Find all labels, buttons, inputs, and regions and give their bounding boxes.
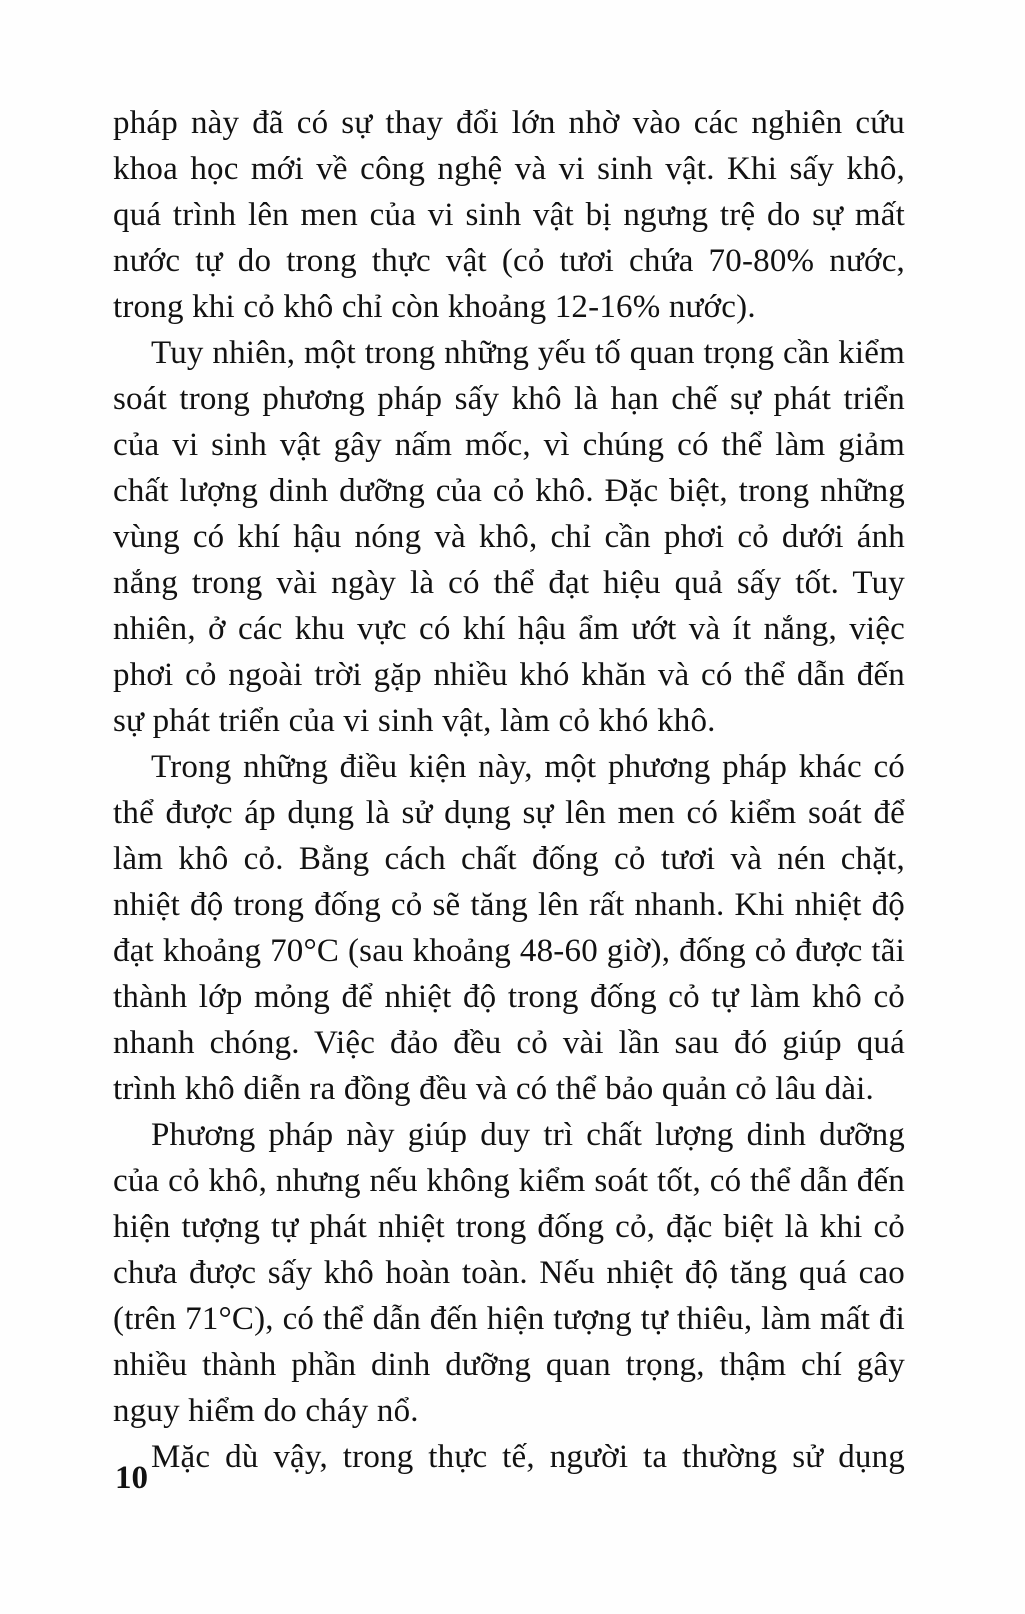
paragraph-continuation: pháp này đã có sự thay đổi lớn nhờ vào các nghiên cứu khoa học mới về công nghệ và vi sinh vật. Khi sấy khô, quá trình lên men của vi sinh vật bị ngưng trệ do sự mất nước tự do trong thực vật (cỏ tươi chứa 70-80% nước, trong khi cỏ khô chỉ còn khoảng 12-16% nước). — [113, 105, 905, 325]
paragraph: Trong những điều kiện này, một phương pháp khác có thể được áp dụng là sử dụng sự lên men có kiểm soát để làm khô cỏ. Bằng cách chất đống cỏ tươi và nén chặt, nhiệt độ trong đống cỏ sẽ tăng lên rất nhanh. Khi nhiệt độ đạt khoảng 70°C (sau khoảng 48-60 giờ), đống cỏ được tãi thành lớp mỏng để nhiệt độ trong đống cỏ tự làm khô cỏ nhanh chóng. Việc đảo đều cỏ vài lần sau đó giúp quá trình khô diễn ra đồng đều và có thể bảo quản cỏ lâu dài. — [113, 749, 905, 1107]
paragraph-incomplete: Mặc dù vậy, trong thực tế, người ta thường sử dụng — [151, 1439, 905, 1475]
body-text — [113, 100, 905, 1480]
page-number: 10 — [115, 1460, 148, 1496]
paragraph: Phương pháp này giúp duy trì chất lượng dinh dưỡng của cỏ khô, nhưng nếu không kiểm soát tốt, có thể dẫn đến hiện tượng tự phát nhiệt trong đống cỏ, đặc biệt là khi cỏ chưa được sấy khô hoàn toàn. Nếu nhiệt độ tăng quá cao (trên 71°C), có thể dẫn đến hiện tượng tự thiêu, làm mất đi nhiều thành phần dinh dưỡng quan trọng, thậm chí gây nguy hiểm do cháy nổ. — [113, 1117, 905, 1429]
paragraph: Tuy nhiên, một trong những yếu tố quan trọng cần kiểm soát trong phương pháp sấy khô là hạn chế sự phát triển của vi sinh vật gây nấm mốc, vì chúng có thể làm giảm chất lượng dinh dưỡng của cỏ khô. Đặc biệt, trong những vùng có khí hậu nóng và khô, chỉ cần phơi cỏ dưới ánh nắng trong vài ngày là có thể đạt hiệu quả sấy tốt. Tuy nhiên, ở các khu vực có khí hậu ẩm ướt và ít nắng, việc phơi cỏ ngoài trời gặp nhiều khó khăn và có thể dẫn đến sự phát triển của vi sinh vật, làm cỏ khó khô. — [113, 335, 905, 739]
